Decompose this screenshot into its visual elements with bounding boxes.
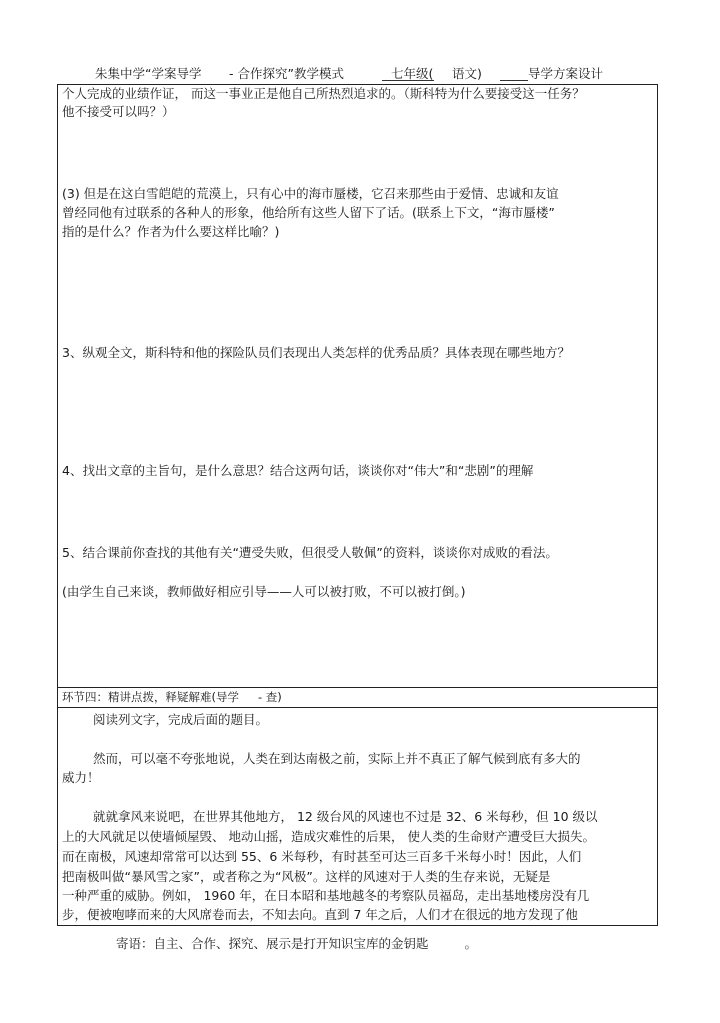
reading-para1-line-2: 威力！ — [62, 770, 100, 785]
subject-underline — [500, 80, 528, 81]
design-label: 导学方案设计 — [528, 66, 604, 81]
answer-5: (由学生自己来谈，教师做好相应引导——人可以被打败，不可以被打倒。) — [62, 584, 466, 599]
stage4-suffix: - 查) — [258, 690, 282, 704]
section1-line-1: 个人完成的业绩作证， 而这一事业正是他自己所热烈追求的。（斯科特为什么要接受这一任务？ — [62, 86, 585, 101]
reading-para1-line-1: 然而，可以毫不夸张地说，人类在到达南极之前，实际上并不真正了解气候到底有多大的 — [93, 751, 581, 766]
footer-motto — [116, 934, 477, 952]
row-divider-bottom — [57, 707, 658, 708]
grade-label: 七年级( — [391, 66, 434, 81]
question-3: 3、纵观全文，斯科特和他的探险队员们表现出人类怎样的优秀品质？具体表现在哪些地方？ — [62, 345, 570, 360]
footer-text: 寄语：自主、合作、探究、展示是打开知识宝库的金钥匙 — [116, 936, 429, 951]
question-5: 5、结合课前你查找的其他有关“遭受失败，但很受人敬佩”的资料，谈谈你对成败的看法。 — [62, 545, 558, 560]
stage4-label: 环节四：精讲点拨，释疑解难(导学 — [62, 690, 239, 704]
reading-para2-line-4: 把南极叫做“暴风雪之家”，或者称之为“风极”。这样的风速对于人类的生存来说，无疑是 — [62, 869, 551, 884]
q3-part3-line-3: 指的是什么？作者为什么要这样比喻？) — [62, 224, 280, 239]
grade-underline — [382, 80, 434, 81]
reading-instruction: 阅读列文字，完成后面的题目。 — [93, 712, 269, 727]
school-title: 朱集中学“学案导学 — [95, 66, 202, 81]
column-divider — [657, 687, 658, 707]
question-4: 4、找出文章的主旨句，是什么意思？结合这两句话，谈谈你对“伟大”和“悲剧”的理解 — [62, 463, 534, 478]
row-divider-top — [57, 687, 658, 688]
reading-para2-line-1: 就就拿风来说吧，在世界其他地方， 12 级台风的风速也不过是 32、6 米每秒，但 10 级以 — [93, 809, 598, 824]
footer-end: 。 — [464, 936, 477, 951]
q3-part3-line-2: 曾经同他有过联系的各种人的形象，他给所有这些人留下了话。(联系上下文，“海市蜃楼” — [62, 205, 555, 220]
reading-para2-line-5: 一种严重的威胁。例如， 1960 年，在日本昭和基地越冬的考察队员福岛，走出基地楼房没有几 — [62, 888, 590, 903]
reading-para2-line-3: 而在南极，风速却常常可以达到 55、6 米每秒，有时甚至可达三百多千米每小时！因此，人们 — [62, 849, 582, 864]
section1-line-2: 他不接受可以吗？） — [62, 104, 175, 119]
q3-part3-line-1: (3) 但是在这白雪皑皑的荒漠上，只有心中的海市蜃楼，它召来那些由于爱情、忠诚和友谊 — [62, 186, 559, 201]
reading-para2-line-2: 上的大风就足以使墙倾屋毁、 地动山摇，造成灾难性的后果， 使人类的生命财产遭受巨大损失。 — [62, 829, 595, 844]
subject-label: 语文) — [452, 66, 482, 81]
mode-title: - 合作探究”教学模式 — [229, 66, 344, 81]
reading-para2-line-6: 步，便被咆哮而来的大风席卷而去，不知去向。直到 7 年之后，人们才在很远的地方发现了他 — [62, 907, 578, 922]
